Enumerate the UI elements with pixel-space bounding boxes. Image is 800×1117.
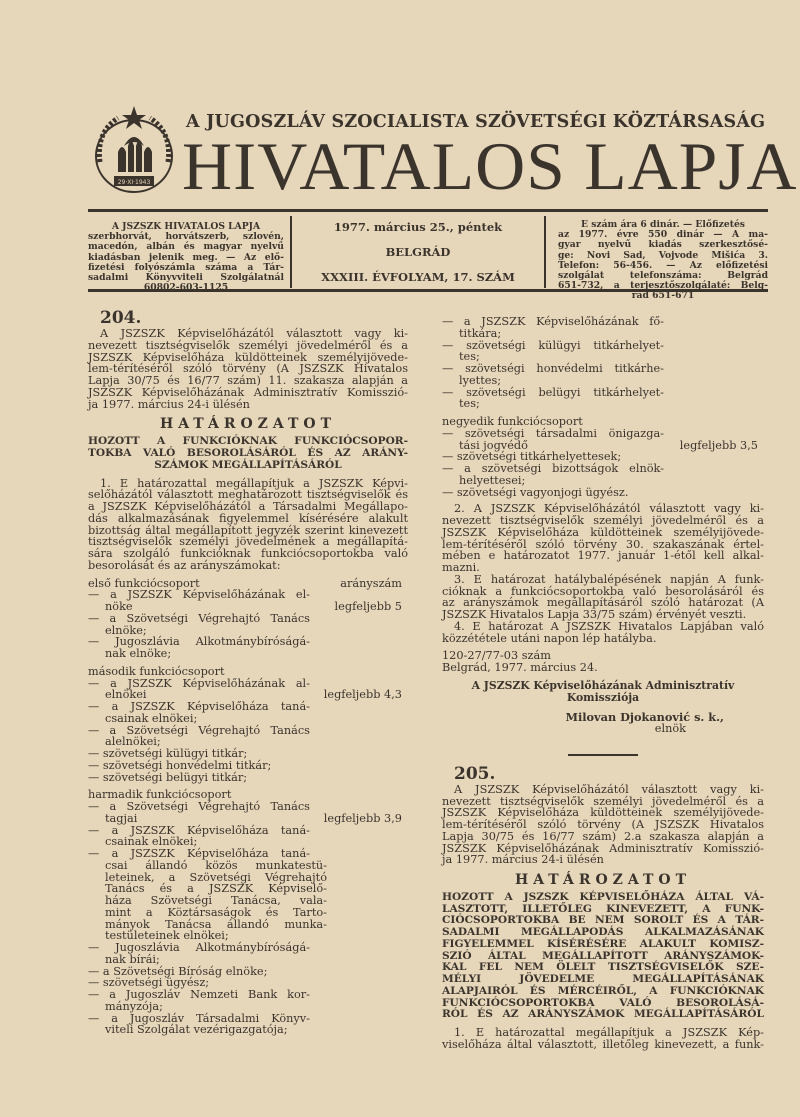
text-line: nevezett tisztségviselők személyi jövedelméről és a xyxy=(442,794,764,808)
reference-line: Belgrád, 1977. március 24. xyxy=(442,661,598,674)
text-line: az arányszámok megállapításáról szóló határozat (A xyxy=(442,596,764,610)
item-text: tási jogvédő xyxy=(459,438,528,452)
text-line: KAL FEL NEM ÖLELT TISZTSÉGVISELŐK SZE- xyxy=(442,961,764,974)
info-line: 651-732, a terjesztőszolgálaté: Belg- xyxy=(558,280,768,292)
item-text: tes; xyxy=(459,350,480,364)
text-line: ALAPJAIRÓL ÉS MÉRCÉIRŐL, A FUNKCIÓKNAK xyxy=(442,984,764,997)
text-line: dás alkalmazásának figyelemmel kísérésére alakult xyxy=(88,511,408,525)
list-item xyxy=(88,589,408,613)
list-item xyxy=(442,387,764,411)
issuing-body-line: Komissziója xyxy=(566,691,640,705)
info-line: Telefon: 56-456. — Az előfizetési xyxy=(558,259,768,271)
item-text: — a JSZSZK Képviselőháza taná- xyxy=(88,847,310,861)
list-item xyxy=(88,678,408,702)
paragraph xyxy=(442,574,764,621)
item-text: — a JSZSZK Képviselőháza taná- xyxy=(88,823,310,837)
list-item xyxy=(88,760,408,772)
text-line: a JSZSZK Képviselőházától a Társadalmi Megállapo- xyxy=(88,500,408,514)
item-text: alelnökei; xyxy=(105,735,161,749)
group-label: negyedik funkciócsoport xyxy=(442,415,583,428)
ratio-value: legfeljebb 3,5 xyxy=(679,438,758,452)
text-line: JSZSZK Hivatalos Lapja 33/75 szám) érvényét veszti. xyxy=(442,608,747,621)
item-row xyxy=(442,463,764,475)
text-line: FUNKCIÓCSOPORTOKBA VALÓ BESOROLÁSÁ- xyxy=(442,996,764,1009)
list-item xyxy=(442,487,764,499)
list-item xyxy=(88,772,408,784)
item-text: helyettesei; xyxy=(459,473,526,487)
text-line: 3. E határozat hatálybalépésének napján A funk- xyxy=(454,572,764,586)
item-text: Tanács és a JSZSZK Képviselő- xyxy=(105,882,327,896)
text-line: SADALMI MEGÁLLAPODÁS ALKALMAZÁSÁNAK xyxy=(442,926,764,938)
list-item xyxy=(88,942,408,966)
item-text: testületeinek elnökei; xyxy=(105,929,229,943)
item-text: — a JSZSZK Képviselőházának al- xyxy=(88,676,310,690)
text-line: 1. E határozattal megállapítjuk a JSZSZK Képvi- xyxy=(100,476,408,490)
item-text: — Jugoszlávia Alkotmánybíróságá- xyxy=(88,635,310,649)
item-row xyxy=(88,860,408,872)
ratio-value: legfeljebb 5 xyxy=(334,600,402,614)
item-row xyxy=(88,954,408,966)
item-text: — a Szövetségi Végrehajtó Tanács xyxy=(88,611,310,625)
text-line: Lapja 30/75 és 16/77 szám) 11. szakasza alapján a xyxy=(88,374,408,387)
item-row xyxy=(88,772,408,784)
group-label-row xyxy=(88,666,408,678)
left-column xyxy=(88,308,408,1036)
item-text: tes; xyxy=(459,397,480,411)
text-line: HOZOTT A FUNKCIÓKNAK FUNKCIÓCSOPOR- xyxy=(88,435,408,447)
section-divider xyxy=(568,754,638,756)
info-line: az 1977. évre 550 dinár — A ma- xyxy=(558,229,768,241)
list-item xyxy=(88,825,408,849)
item-row xyxy=(88,760,408,772)
decision-heading: HATÁROZATOT xyxy=(159,416,337,433)
text-line: CIÓCSOPORTOKBA BE NEM SOROLT ÉS A TÁR- xyxy=(442,914,764,927)
signature xyxy=(442,711,764,736)
text-line: nevezett tisztségviselők személyi jövedelméről és a xyxy=(442,514,764,527)
item-text: — szövetségi honvédelmi titkár; xyxy=(88,758,272,772)
issue-date: 1977. március 25., péntek xyxy=(333,220,503,234)
item-text: — szövetségi külügyi titkár; xyxy=(88,747,248,761)
text-line: cióknak a funkciócsoportokba való besorolásáról és xyxy=(442,584,764,598)
item-text: — a Jugoszláv Társadalmi Könyv- xyxy=(88,1011,310,1025)
item-text: — szövetségi honvédelmi titkárhe- xyxy=(442,362,664,375)
item-text: mint a Köztársaságok és Tarto- xyxy=(105,905,327,919)
item-text: — a JSZSZK Képviselőháza taná- xyxy=(88,700,310,714)
list-item xyxy=(88,613,408,637)
list-item xyxy=(88,801,408,825)
text-line: JSZSZK Képviselőházának Adminisztratív Komisszió- xyxy=(88,385,408,399)
item-row xyxy=(442,328,764,340)
item-text: — szövetségi társadalmi önigazga- xyxy=(442,426,664,440)
info-line: fizetési folyószámla száma a Tár- xyxy=(88,261,284,273)
text-line: TOKBA VALÓ BESOROLÁSÁRÓL ÉS AZ ARÁNY- xyxy=(88,446,408,459)
item-row xyxy=(442,398,764,410)
item-row xyxy=(88,907,408,919)
item-row xyxy=(88,613,408,625)
right-column xyxy=(442,308,764,1051)
text-line: mében e határozatot 1977. január 1-étől kell alkal- xyxy=(442,549,764,563)
text-line: sára szolgáló funkcióknak funkciócsoportokba való xyxy=(88,547,408,561)
item-row xyxy=(88,1024,408,1036)
state-name: A JUGOSZLÁV SZOCIALISTA SZÖVETSÉGI KÖZTÁRSASÁG xyxy=(186,112,766,132)
ratio-value: legfeljebb 3,9 xyxy=(323,811,402,825)
text-line: JSZSZK Képviselőházának Adminisztratív Komisszió- xyxy=(442,841,764,855)
item-text: háza Szövetségi Tanácsa, vala- xyxy=(105,894,327,908)
paragraph xyxy=(442,621,764,645)
item-row xyxy=(442,487,764,499)
function-group xyxy=(88,789,408,1036)
reference-line: 120-27/77-03 szám xyxy=(442,649,551,663)
text-line: lem-térítéséről szóló törvény (A JSZSZK Hivatalos xyxy=(442,818,764,831)
text-line: selőházától választott meghatározott tisztségviselők és xyxy=(88,488,408,502)
item-text: — szövetségi belügyi titkár; xyxy=(88,770,248,784)
publication-info xyxy=(88,222,284,293)
reference xyxy=(442,650,764,674)
text-line: 1. E határozattal megállapítjuk a JSZSZK Kép- xyxy=(454,1026,764,1039)
item-row xyxy=(442,375,764,387)
text-line: viselőháza által választott, illetőleg kinevezett, a funk- xyxy=(442,1037,764,1051)
text-line: lem-térítéséről szóló törvény 30. szakaszának értel- xyxy=(442,537,764,551)
text-line: A JSZSZK Képviselőházától választott vagy ki- xyxy=(100,327,408,340)
text-line: mazni. xyxy=(442,561,480,574)
paragraph xyxy=(88,478,408,572)
item-text: elnöke; xyxy=(105,623,147,637)
item-row xyxy=(442,340,764,352)
decision-subject xyxy=(88,435,408,471)
text-line: nevezett tisztségviselők személyi jövedelméről és a xyxy=(88,338,408,352)
issue-info xyxy=(300,222,536,298)
item-text: — Jugoszlávia Alkotmánybíróságá- xyxy=(88,941,310,955)
decision-number: 204. xyxy=(100,308,142,328)
info-line: macedón, albán és magyar nyelvű xyxy=(88,241,284,253)
masthead-rule-top xyxy=(88,209,768,212)
function-group xyxy=(88,666,408,784)
list-item xyxy=(88,636,408,660)
text-line: JSZSZK Képviselőháza küldötteinek személyijövede- xyxy=(88,350,408,364)
text-line: ja 1977. március 24-i ülésén xyxy=(442,853,604,867)
paragraph xyxy=(442,784,764,866)
item-row xyxy=(88,713,408,725)
list-item xyxy=(442,428,764,452)
item-text: leteinek, a Szövetségi Végrehajtó xyxy=(105,870,327,884)
signer-title: elnök xyxy=(654,722,686,736)
text-line: 4. E határozat A JSZSZK Hivatalos Lapjában való xyxy=(454,619,764,633)
text-line: SZÁMOK MEGÁLLAPÍTÁSÁRÓL xyxy=(154,458,342,471)
item-text: — a szövetségi bizottságok elnök- xyxy=(442,462,664,475)
info-line: szolgálat telefonszáma: Belgrád xyxy=(558,270,768,282)
list-item xyxy=(88,989,408,1013)
item-text: elnökei xyxy=(105,688,147,702)
info-line: gyar nyelvű kiadás szerkesztősé- xyxy=(558,239,768,251)
text-line: 2. A JSZSZK Képviselőházától választott vagy ki- xyxy=(454,502,764,516)
item-text: nöke xyxy=(105,600,133,614)
text-line: ja 1977. március 24-i ülésén xyxy=(88,397,250,411)
item-text: mányok Tanácsa állandó munka- xyxy=(105,917,327,931)
item-row xyxy=(88,648,408,660)
item-text: — a Szövetségi Végrehajtó Tanács xyxy=(88,800,310,814)
function-group xyxy=(442,316,764,410)
item-row xyxy=(88,1001,408,1013)
list-item xyxy=(442,463,764,487)
info-line: ge: Novi Sad, Vojvode Mišića 3. xyxy=(558,249,768,261)
text-line: RÓL ÉS AZ ARÁNYSZÁMOK MEGÁLLAPÍTÁSÁRÓL xyxy=(442,1008,764,1021)
list-item xyxy=(88,848,408,942)
text-line: HOZOTT A JSZSZK KÉPVISELŐHÁZA ÁLTAL VÁ- xyxy=(442,890,764,903)
text-line: besorolását és az arányszámokat: xyxy=(88,558,281,572)
paragraph xyxy=(88,328,408,410)
item-text: viteli Szolgálat vezérigazgatója; xyxy=(105,1023,288,1037)
info-line: 60802-603-1125 xyxy=(143,282,229,294)
coat-of-arms-emblem xyxy=(88,102,180,202)
list-item xyxy=(442,363,764,387)
info-line: kiadásban jelenik meg. — Az elő- xyxy=(88,251,284,263)
text-line: A JSZSZK Képviselőházától választott vagy ki- xyxy=(454,782,764,796)
text-line: közzététele utáni napon lép hatályba. xyxy=(442,631,657,645)
list-item xyxy=(88,701,408,725)
info-divider xyxy=(290,216,292,288)
item-text: csainak elnökei; xyxy=(105,711,198,725)
item-text: nak elnöke; xyxy=(105,647,172,661)
text-line: Lapja 30/75 és 16/77 szám) 2.a szakasza alapján a xyxy=(442,829,764,843)
ratio-column-header: arányszám xyxy=(340,576,402,590)
item-text: — a Jugoszláv Nemzeti Bank kor- xyxy=(88,988,310,1002)
info-divider xyxy=(544,216,546,288)
item-text: nak bírái; xyxy=(105,952,160,966)
group-label: második funkciócsoport xyxy=(88,664,225,678)
issue-city: BELGRÁD xyxy=(385,245,451,260)
info-line: A JSZSZK HIVATALOS LAPJA xyxy=(111,221,261,232)
function-group xyxy=(442,416,764,498)
item-text: tagjai xyxy=(105,811,138,825)
group-label: első funkciócsoport xyxy=(88,576,200,590)
item-row xyxy=(442,316,764,328)
item-text: — a Szövetségi Bíróság elnöke; xyxy=(88,964,268,978)
ratio-value: legfeljebb 4,3 xyxy=(323,688,402,702)
group-label-row xyxy=(442,416,764,428)
info-line: rád 651-671 xyxy=(631,290,695,302)
info-line: szerbhorvát, horvátszerb, szlovén, xyxy=(88,231,284,243)
text-line: tisztségviselők személyi jövedelmének a megállapítá- xyxy=(88,535,408,549)
list-item xyxy=(88,1013,408,1037)
signer-name: Milovan Djokanović s. k., xyxy=(565,709,724,724)
emblem-date: 29·XI·1943 xyxy=(117,179,151,186)
item-text: mányzója; xyxy=(105,999,163,1013)
function-group xyxy=(88,578,408,660)
text-line: bizottság által megállapított jegyzék szerint kinevezett xyxy=(88,523,408,537)
item-text: — szövetségi belügyi titkárhelyet- xyxy=(442,385,664,399)
issuing-body xyxy=(442,680,764,705)
paragraph xyxy=(442,1027,764,1051)
issuing-body-line: A JSZSZK Képviselőházának Adminisztratív xyxy=(471,678,735,692)
item-text: — szövetségi ügyész; xyxy=(88,976,210,990)
text-line: FIGYELEMMEL KÍSÉRÉSÉRE ALAKULT KOMISZ- xyxy=(442,937,764,950)
decision-heading: HATÁROZATOT xyxy=(514,872,692,888)
text-line: SZIÓ ÁLTAL MEGÁLLAPÍTOTT ARÁNYSZÁMOK- xyxy=(442,949,764,962)
item-row xyxy=(442,428,764,440)
item-text: csainak elnökei; xyxy=(105,835,198,849)
item-text: — a JSZSZK Képviselőházának el- xyxy=(88,588,310,602)
text-line: LASZTOTT, ILLETŐLEG KINEVEZETT, A FUNK- xyxy=(442,902,764,915)
item-row xyxy=(442,387,764,399)
text-line: MÉLYI JÖVEDELME MEGÁLLAPÍTÁSÁNAK xyxy=(442,973,764,985)
item-text: titkára; xyxy=(459,326,502,340)
item-text: — szövetségi külügyi titkárhelyet- xyxy=(442,338,664,352)
group-label: harmadik funkciócsoport xyxy=(88,788,232,802)
item-row xyxy=(442,363,764,375)
item-row xyxy=(88,813,408,825)
decision-subject xyxy=(442,891,764,1020)
text-line: JSZSZK Képviselőháza küldötteinek személyijövede- xyxy=(442,525,764,539)
info-line: E szám ára 6 dinár. — Előfizetés xyxy=(581,219,745,230)
item-text: lyettes; xyxy=(459,373,502,387)
item-text: — szövetségi vagyonjogi ügyész. xyxy=(442,485,629,499)
text-line: lem-térítéséről szóló törvény (A JSZSZK Hivatalos xyxy=(88,362,408,376)
list-item xyxy=(442,340,764,364)
subscription-info xyxy=(558,220,768,302)
issue-volume: XXXIII. ÉVFOLYAM, 17. SZÁM xyxy=(321,270,515,285)
item-text: — a Szövetségi Végrehajtó Tanács xyxy=(88,723,310,737)
paragraph xyxy=(442,503,764,574)
item-text: csai állandó közös munkatestü- xyxy=(105,858,327,872)
info-line: sadalmi Könyvviteli Szolgálatnál xyxy=(88,272,284,284)
list-item xyxy=(442,316,764,340)
item-text: — a JSZSZK Képviselőházának fő- xyxy=(442,315,664,328)
item-text: — szövetségi titkárhelyettesek; xyxy=(442,450,622,464)
text-line: JSZSZK Képviselőháza küldötteinek személyijövede- xyxy=(442,806,764,820)
item-row xyxy=(442,475,764,487)
paper-title: HIVATALOS LAPJA xyxy=(182,128,798,204)
decision-number: 205. xyxy=(454,763,496,784)
list-item xyxy=(88,725,408,749)
